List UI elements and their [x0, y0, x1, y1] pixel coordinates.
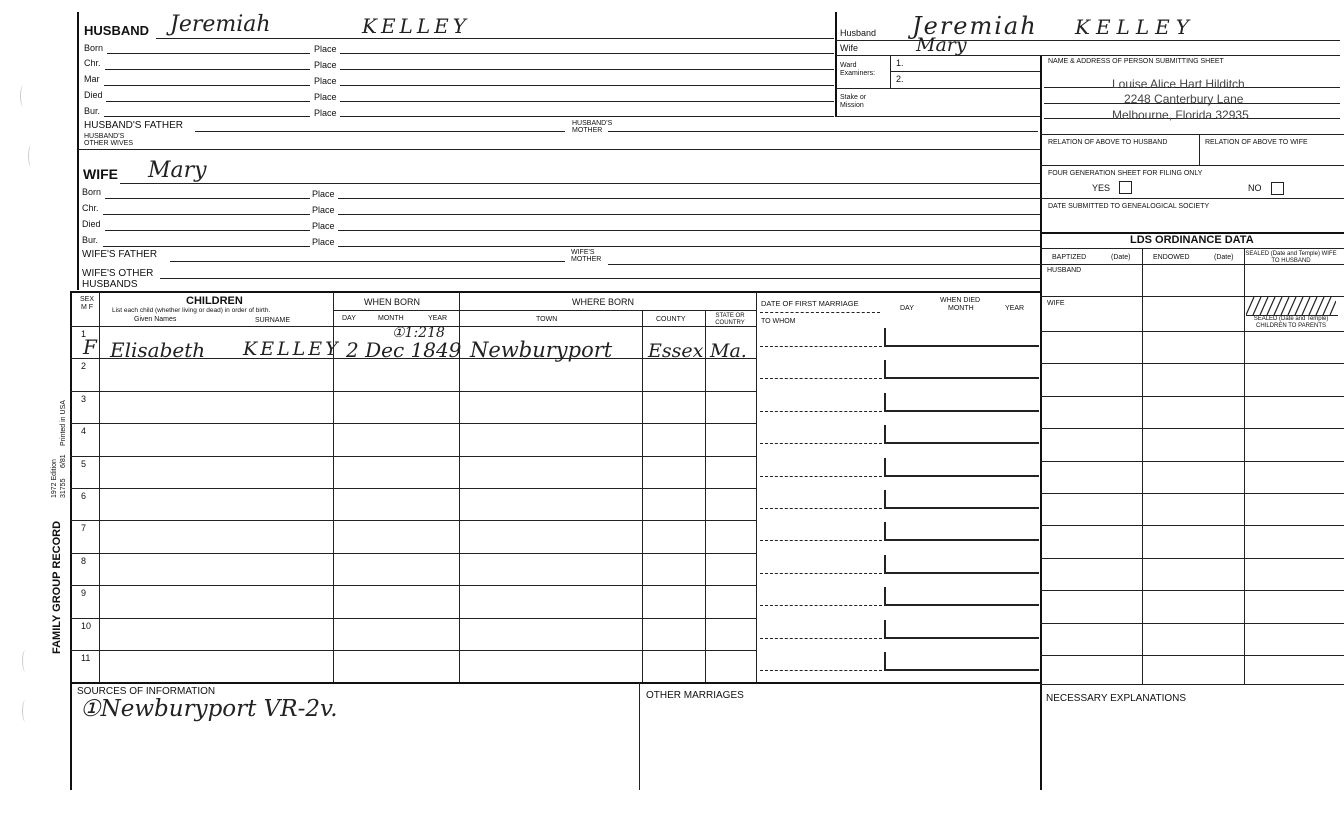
child-died-line [884, 572, 1039, 574]
examiners-bottom [836, 88, 1040, 89]
child-died-line [884, 669, 1039, 671]
to-whom-header: TO WHOM [761, 318, 796, 325]
punch-hole-mark [22, 650, 29, 672]
ward-examiners-label: Ward Examiners: [840, 62, 876, 77]
first-marriage-header: DATE OF FIRST MARRIAGE [761, 299, 859, 308]
lds-row-line [1040, 525, 1344, 526]
state-header: STATE OR COUNTRY [715, 313, 745, 326]
wifes-other-husbands-line [160, 278, 1040, 279]
examiner-1: 1. [896, 58, 904, 68]
child-died-bracket [884, 522, 886, 540]
child-row-number: 4 [81, 426, 87, 436]
necessary-explanations-label: NECESSARY EXPLANATIONS [1046, 693, 1187, 704]
child-row-number: 2 [81, 361, 87, 371]
child-marriage-dash [760, 573, 882, 574]
child-died-line [884, 539, 1039, 541]
edition-vertical: 1972 Edition [51, 459, 58, 498]
husbands-mother-line [608, 131, 1038, 132]
child-marriage-dash [760, 411, 882, 412]
child-row-number: 3 [81, 394, 87, 404]
child-marriage-dash [760, 476, 882, 477]
husband-born-line [107, 53, 310, 54]
lds-row-line [1040, 493, 1344, 494]
col-county-divider [705, 310, 706, 682]
wife-died-label: Died [82, 219, 101, 229]
husband-bur-place-label: Place [314, 108, 337, 118]
sealed-children-header: SEALED (Date and Temple) CHILDREN TO PARENTS [1253, 316, 1329, 329]
husband-chr-label: Chr. [84, 58, 101, 68]
husband-label: HUSBAND [84, 23, 149, 38]
child-1-county: Essex [648, 340, 704, 362]
wife-died-line [105, 230, 310, 231]
relation-divider [1199, 134, 1200, 165]
lds-row-line [1040, 623, 1344, 624]
husband-bur-line [104, 116, 310, 117]
husbands-father-label: HUSBAND'S FATHER [84, 120, 183, 131]
husband-chr-place-line [340, 69, 834, 70]
when-died-header: WHEN DIED [940, 297, 981, 304]
wife-given-name: Mary [148, 158, 207, 183]
child-1-surname: KELLEY [243, 338, 341, 360]
child-row-number: 9 [81, 588, 87, 598]
husband-mar-place-line [340, 85, 834, 86]
husband-died-place-label: Place [314, 92, 337, 102]
code-vertical: 31755 [60, 478, 67, 498]
hatch-pattern [1246, 297, 1336, 315]
wifes-mother-label: WIFE'S MOTHER [571, 249, 602, 263]
child-died-bracket [884, 652, 886, 670]
punch-hole-mark [22, 700, 29, 722]
husband-born-place-label: Place [314, 44, 337, 54]
col-sex-divider [99, 292, 100, 682]
child-marriage-dash [760, 605, 882, 606]
lds-husband-label: HUSBAND [1047, 267, 1082, 274]
child-row-number: 8 [81, 556, 87, 566]
town-header: TOWN [536, 316, 558, 323]
child-row-line [70, 520, 756, 521]
no-checkbox[interactable] [1271, 182, 1284, 195]
child-died-bracket [884, 555, 886, 573]
printed-vertical: Printed in USA [60, 400, 67, 446]
child-marriage-dash [760, 508, 882, 509]
other-marriages-divider [639, 682, 640, 790]
child-died-bracket [884, 620, 886, 638]
punch-hole-mark [28, 145, 35, 167]
lds-col-2 [1244, 248, 1245, 684]
husband-section-top-line [835, 116, 1040, 117]
husband-born-label: Born [84, 43, 104, 53]
sources-text: ①Newburyport VR-2v. [80, 696, 338, 722]
husband-mar-place-label: Place [314, 76, 337, 86]
child-row-number: 5 [81, 459, 87, 469]
child-died-line [884, 507, 1039, 509]
header-divider [835, 12, 837, 116]
wife-bur-label: Bur. [82, 235, 99, 245]
lds-row-line [1040, 428, 1344, 429]
lds-col-1 [1142, 248, 1143, 684]
hatch-bottom [1246, 315, 1338, 316]
submitter-line3: Melbourne, Florida 32935 [1112, 108, 1249, 122]
husband-chr-place-label: Place [314, 60, 337, 70]
left-border [77, 12, 79, 290]
husband-bur-label: Bur. [84, 106, 101, 116]
wife-chr-label: Chr. [82, 203, 99, 213]
child-row-line [70, 488, 756, 489]
header-wife-label: Wife [840, 43, 858, 53]
header-husband-given: Jeremiah [912, 12, 1038, 40]
header-wife-line [836, 55, 1340, 56]
children-top-line [70, 291, 1040, 293]
husband-mar-line [104, 85, 310, 86]
four-gen-bottom [1040, 198, 1344, 199]
relation-husband-label: RELATION OF ABOVE TO HUSBAND [1048, 139, 1168, 146]
form-title-vertical: FAMILY GROUP RECORD [51, 520, 63, 654]
lds-title-bottom [1040, 248, 1344, 249]
child-died-bracket [884, 458, 886, 476]
husbands-father-line [195, 131, 565, 132]
wife-born-place-label: Place [312, 189, 335, 199]
other-marriages-label: OTHER MARRIAGES [646, 690, 744, 701]
endowed-header: ENDOWED [1153, 254, 1190, 261]
left-border-lower [70, 292, 72, 790]
child-marriage-dash [760, 638, 882, 639]
child-died-line [884, 604, 1039, 606]
wife-bur-line [103, 246, 310, 247]
lds-row-line [1040, 363, 1344, 364]
husbands-other-wives-label: HUSBAND'S OTHER WIVES [84, 133, 134, 147]
lds-row-line [1040, 655, 1344, 656]
child-marriage-dash [760, 346, 882, 347]
lds-row-line [1040, 331, 1344, 332]
husband-died-label: Died [84, 90, 103, 100]
husband-chr-line [105, 69, 310, 70]
where-born-header: WHERE BORN [572, 297, 635, 307]
lds-row-line [1040, 558, 1344, 559]
born-day-header: DAY [342, 315, 356, 322]
husband-other-wives-line [78, 149, 1040, 150]
died-day-header: DAY [900, 305, 914, 312]
sources-label: SOURCES OF INFORMATION [77, 686, 216, 697]
child-1-born-date: 2 Dec 1849 [346, 338, 462, 362]
child-row-line [70, 585, 756, 586]
surname-header: SURNAME [255, 317, 291, 324]
yes-checkbox[interactable] [1119, 181, 1132, 194]
header-wife-name: Mary [916, 34, 967, 56]
baptized-date-header: (Date) [1111, 254, 1131, 261]
died-month-header: MONTH [948, 305, 974, 312]
born-month-header: MONTH [378, 315, 404, 322]
sex-header: SEX M F [80, 296, 95, 311]
examiner-1-line [890, 71, 1040, 72]
wifes-other-husbands-label: WIFE'S OTHER HUSBANDS [82, 268, 154, 290]
relation-bottom [1040, 165, 1344, 166]
header-husband-line [836, 40, 1340, 41]
child-died-bracket [884, 393, 886, 411]
wife-born-label: Born [82, 187, 102, 197]
submitter-line2: 2248 Canterbury Lane [1124, 92, 1244, 106]
wife-chr-place-line [338, 214, 1040, 215]
submitter-label: NAME & ADDRESS OF PERSON SUBMITTING SHEET [1048, 58, 1224, 65]
child-1-sex: F [83, 335, 97, 359]
children-bottom-line [70, 682, 1040, 684]
when-born-underline [334, 310, 459, 311]
child-row-line [70, 650, 756, 651]
child-died-bracket [884, 360, 886, 378]
children-header: CHILDREN [186, 295, 243, 307]
husband-died-line [106, 101, 310, 102]
husband-mar-label: Mar [84, 74, 100, 84]
child-row-number: 6 [81, 491, 87, 501]
given-names-header: Given Names [134, 316, 177, 323]
child-died-line [884, 410, 1039, 412]
lds-wife-label: WIFE [1047, 300, 1065, 307]
wife-born-line [105, 198, 310, 199]
stake-mission-label: Stake or Mission [840, 94, 867, 109]
child-died-bracket [884, 490, 886, 508]
col-state-divider [756, 292, 757, 682]
sealed-wife-header: SEALED (Date and Temple) WIFE TO HUSBAND [1245, 251, 1337, 264]
yes-label: YES [1092, 183, 1111, 193]
endowed-date-header: (Date) [1214, 254, 1234, 261]
husband-bur-place-line [340, 116, 834, 117]
husband-name-line [156, 38, 834, 39]
wife-born-place-line [338, 198, 1040, 199]
child-row-line [70, 456, 756, 457]
wifes-mother-line [608, 264, 1040, 265]
husband-given-name: Jeremiah [170, 12, 271, 37]
wife-name-line [120, 183, 1040, 184]
child-row-number: 1 [81, 329, 87, 339]
child-1-given: Elisabeth [110, 338, 206, 362]
died-year-header: YEAR [1005, 305, 1025, 312]
wife-bur-place-line [338, 246, 1040, 247]
child-died-line [884, 377, 1039, 379]
husbands-mother-label: HUSBAND'S MOTHER [572, 120, 613, 134]
husband-born-place-line [340, 53, 834, 54]
child-died-line [884, 637, 1039, 639]
county-header: COUNTY [656, 316, 686, 323]
child-died-bracket [884, 328, 886, 346]
wife-bur-place-label: Place [312, 237, 335, 247]
source-ref: ①1:218 [392, 325, 445, 341]
lds-row-line [1040, 461, 1344, 462]
child-row-number: 10 [81, 621, 92, 631]
child-died-bracket [884, 587, 886, 605]
child-row-line [70, 391, 756, 392]
lds-bottom [1040, 684, 1344, 685]
date-vertical: 6/81 [60, 454, 67, 468]
children-note: List each child (whether living or dead) in order of birth. [112, 307, 271, 314]
wife-label: WIFE [83, 166, 118, 182]
child-marriage-dash [760, 540, 882, 541]
header-husband-label: Husband [840, 28, 877, 38]
child-died-line [884, 442, 1039, 444]
wife-died-place-line [338, 230, 1040, 231]
husband-died-place-line [340, 101, 834, 102]
child-row-line [70, 423, 756, 424]
child-marriage-dash [760, 670, 882, 671]
child-1-state: Ma. [710, 340, 747, 362]
born-year-header: YEAR [428, 315, 448, 322]
wifes-father-line [170, 261, 565, 262]
punch-hole-mark [20, 85, 27, 107]
relation-top [1040, 134, 1344, 135]
child-died-line [884, 475, 1039, 477]
wife-chr-line [103, 214, 310, 215]
child-1-town: Newburyport [470, 338, 613, 362]
child-row-number: 11 [81, 653, 91, 663]
date-submitted-label: DATE SUBMITTED TO GENEALOGICAL SOCIETY [1048, 203, 1210, 210]
child-row-line [70, 618, 756, 619]
where-born-underline [459, 310, 756, 311]
child-row-number: 7 [81, 523, 87, 533]
baptized-header: BAPTIZED [1052, 254, 1087, 261]
wifes-father-label: WIFE'S FATHER [82, 249, 158, 260]
child-marriage-dash [760, 378, 882, 379]
when-born-header: WHEN BORN [364, 297, 420, 307]
wife-chr-place-label: Place [312, 205, 335, 215]
relation-wife-label: RELATION OF ABOVE TO WIFE [1205, 139, 1308, 146]
first-marriage-dash [760, 312, 880, 313]
wife-died-place-label: Place [312, 221, 335, 231]
child-marriage-dash [760, 443, 882, 444]
no-label: NO [1248, 183, 1262, 193]
child-died-line [884, 345, 1039, 347]
lds-header-bottom [1040, 264, 1344, 265]
examiner-2: 2. [896, 74, 904, 84]
child-row-line [70, 553, 756, 554]
header-husband-surname: KELLEY [1075, 15, 1195, 39]
child-died-bracket [884, 425, 886, 443]
husband-surname: KELLEY [362, 14, 470, 38]
four-gen-label: FOUR GENERATION SHEET FOR FILING ONLY [1048, 170, 1203, 177]
lds-title: LDS ORDINANCE DATA [1130, 234, 1254, 246]
col-town-divider [642, 310, 643, 682]
lds-row-line [1040, 590, 1344, 591]
submitter-line1: Louise Alice Hart Hilditch [1112, 77, 1245, 91]
lds-row-line [1040, 396, 1344, 397]
